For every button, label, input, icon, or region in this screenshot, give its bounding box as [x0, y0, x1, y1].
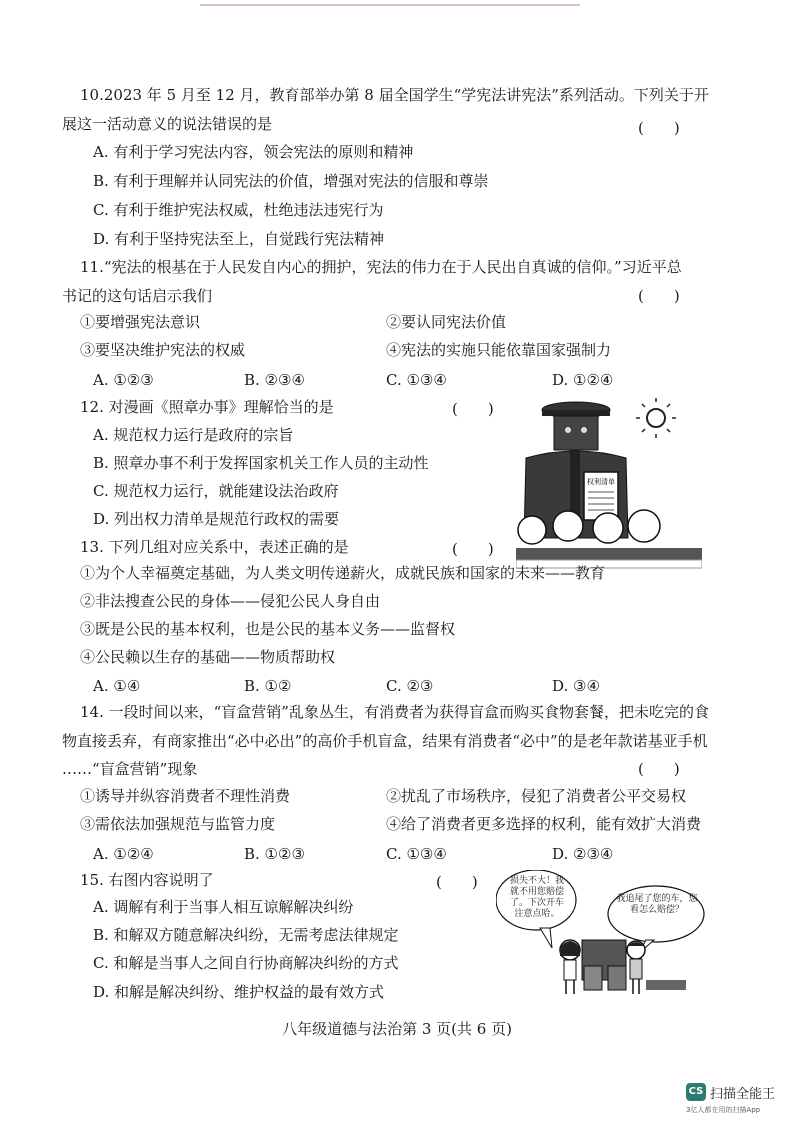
q14-stem-line3: ……“盲盒营销”现象 — [62, 760, 198, 778]
q13-statement-3: ③既是公民的基本权利，也是公民的基本义务——监督权 — [80, 620, 456, 638]
page-footer: 八年级道德与法治第 3 页(共 6 页) — [282, 1020, 512, 1038]
q14-answer-bracket: ( ) — [638, 760, 680, 778]
q12-answer-bracket: ( ) — [452, 400, 494, 418]
q13-stem: 13. 下列几组对应关系中，表述正确的是 — [80, 538, 349, 556]
q14-stem-line1: 14. 一段时间以来，“盲盒营销”乱象丛生，有消费者为获得盲盒而购买食物套餐，把未吃完的食 — [80, 703, 709, 721]
q14-statement-1: ①诱导并纵容消费者不理性消费 — [80, 787, 291, 805]
q10-answer-bracket: ( ) — [638, 119, 680, 137]
q11-option-d: D. ①②④ — [552, 371, 614, 389]
camscanner-logo-icon: CS — [686, 1083, 706, 1101]
q11-statement-1: ①要增强宪法意识 — [80, 313, 201, 331]
q13-option-b: B. ①② — [244, 677, 292, 695]
q14-statement-4: ④给了消费者更多选择的权利，能有效扩大消费 — [386, 815, 702, 833]
q12-option-d: D. 列出权力清单是规范行政权的需要 — [93, 510, 340, 528]
q15-cartoon — [496, 870, 706, 1000]
q11-statement-4: ④宪法的实施只能依靠国家强制力 — [386, 341, 612, 359]
q14-option-b: B. ①②③ — [244, 845, 305, 863]
q13-option-a: A. ①④ — [93, 677, 141, 695]
q11-option-b: B. ②③④ — [244, 371, 305, 389]
q13-option-d: D. ③④ — [552, 677, 600, 695]
q15-answer-bracket: ( ) — [436, 873, 478, 891]
q15-option-d: D. 和解是解决纠纷、维护权益的最有效方式 — [93, 983, 385, 1001]
q12-option-a: A. 规范权力运行是政府的宗旨 — [93, 426, 294, 444]
q15-option-b: B. 和解双方随意解决纠纷，无需考虑法律规定 — [93, 926, 399, 944]
q14-statement-2: ②扰乱了市场秩序，侵犯了消费者公平交易权 — [386, 787, 687, 805]
q11-option-a: A. ①②③ — [93, 371, 154, 389]
q10-stem-line1: 10.2023 年 5 月至 12 月，教育部举办第 8 届全国学生“学宪法讲宪法”系列活动。下列关于开 — [80, 86, 709, 104]
q11-statement-2: ②要认同宪法价值 — [386, 313, 507, 331]
q14-statement-3: ③需依法加强规范与监管力度 — [80, 815, 276, 833]
q10-option-c: C. 有利于维护宪法权威，杜绝违法违宪行为 — [93, 201, 384, 219]
sun-icon — [636, 398, 676, 438]
q11-option-c: C. ①③④ — [386, 371, 447, 389]
q10-option-b: B. 有利于理解并认同宪法的价值，增强对宪法的信服和尊崇 — [93, 172, 489, 190]
q11-stem-line1: 11.“宪法的根基在于人民发自内心的拥护，宪法的伟力在于人民出自真诚的信仰。”习近平总 — [80, 258, 682, 276]
camscanner-name: 扫描全能王 — [710, 1087, 776, 1102]
q15-bubble-left: 损失不大！我就不用您赔偿了。下次开车注意点哈。 — [509, 876, 564, 919]
q15-stem: 15. 右图内容说明了 — [80, 871, 214, 889]
q12-cartoon — [516, 398, 702, 570]
q10-option-a: A. 有利于学习宪法内容，领会宪法的原则和精神 — [93, 143, 414, 161]
q14-stem-line2: 物直接丢弃，有商家推出“必中必出”的高价手机盲盒，结果有消费者“必中”的是老年款诺基亚手机 — [62, 732, 708, 750]
top-edge-line — [200, 0, 580, 6]
q15-option-a: A. 调解有利于当事人相互谅解解决纠纷 — [93, 898, 354, 916]
q11-stem-line2: 书记的这句话启示我们 — [62, 287, 213, 305]
q14-option-d: D. ②③④ — [552, 845, 614, 863]
q11-answer-bracket: ( ) — [638, 287, 680, 305]
q15-bubble-right: 我追尾了您的车，您看怎么赔偿？ — [616, 894, 698, 915]
q13-statement-2: ②非法搜查公民的身体——侵犯公民人身自由 — [80, 592, 381, 610]
q12-stem: 12. 对漫画《照章办事》理解恰当的是 — [80, 398, 334, 416]
q13-answer-bracket: ( ) — [452, 540, 494, 558]
q13-option-c: C. ②③ — [386, 677, 434, 695]
q14-option-c: C. ①③④ — [386, 845, 447, 863]
q11-statement-3: ③要坚决维护宪法的权威 — [80, 341, 246, 359]
q13-statement-4: ④公民赖以生存的基础——物质帮助权 — [80, 648, 336, 666]
cartoon-board-label: 权利清单 — [587, 478, 615, 486]
q13-statement-1: ①为个人幸福奠定基础，为人类文明传递薪火，成就民族和国家的未来——教育 — [80, 564, 606, 582]
camscanner-tagline: 3亿人都在用的扫描App — [686, 1106, 761, 1114]
q12-option-b: B. 照章办事不利于发挥国家机关工作人员的主动性 — [93, 454, 429, 472]
q10-option-d: D. 有利于坚持宪法至上，自觉践行宪法精神 — [93, 230, 385, 248]
q12-option-c: C. 规范权力运行，就能建设法治政府 — [93, 482, 339, 500]
q10-stem-line2: 展这一活动意义的说法错误的是 — [62, 115, 273, 133]
q15-option-c: C. 和解是当事人之间自行协商解决纠纷的方式 — [93, 954, 399, 972]
q14-option-a: A. ①②④ — [93, 845, 154, 863]
